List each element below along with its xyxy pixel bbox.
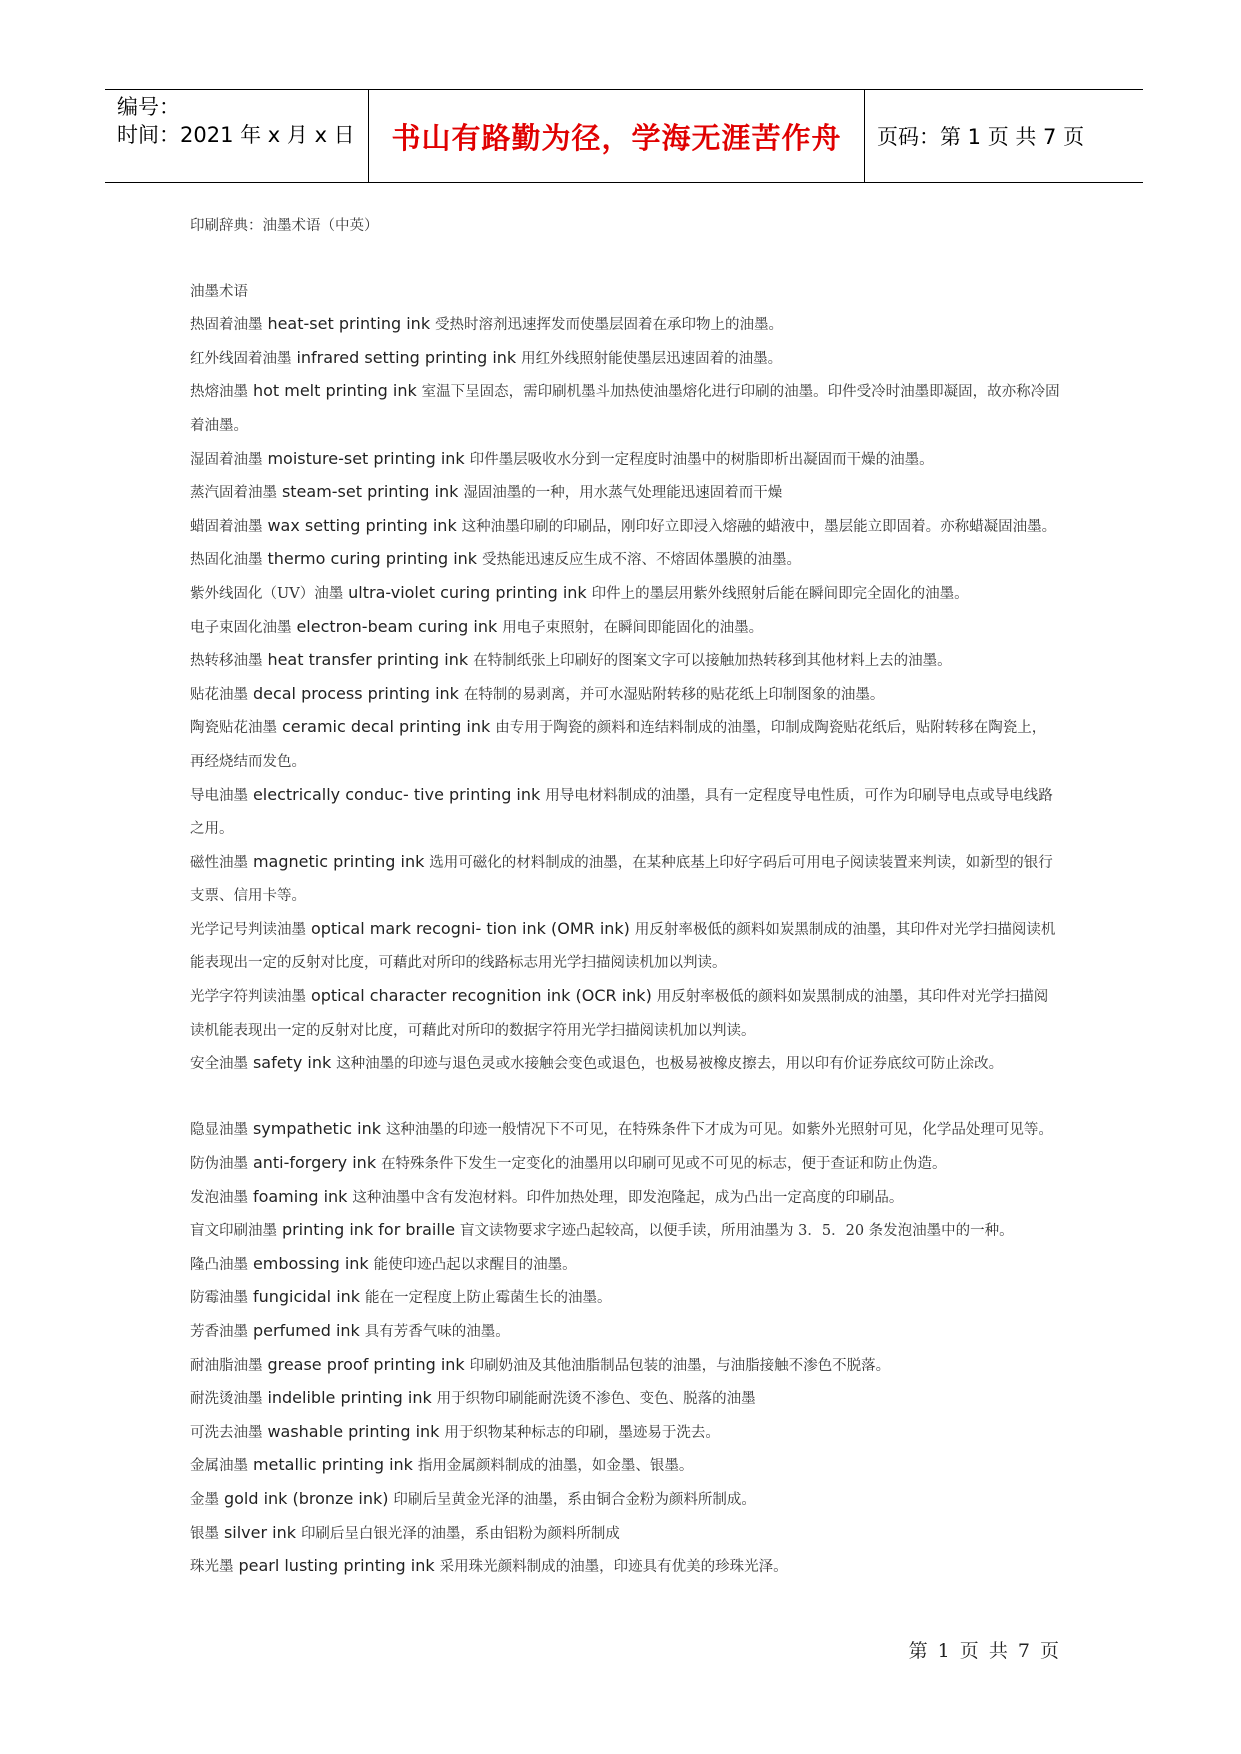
term-description: 在特殊条件下发生一定变化的油墨用以印刷可见或不可见的标志，便于查证和防止伪造。: [381, 1156, 947, 1173]
term-entry: [190, 913, 1060, 980]
term-entry: [190, 611, 1060, 645]
term-english: gold ink (bronze ink): [223, 1488, 389, 1508]
term-entry: [190, 1449, 1060, 1483]
term-english: decal process printing ink: [252, 683, 459, 703]
term-chinese: 导电油墨: [190, 787, 248, 804]
term-description: 印刷后呈白银光泽的油墨，系由铝粉为颜料所制成: [300, 1525, 620, 1542]
term-chinese: 热转移油墨: [190, 653, 263, 670]
term-entry: [190, 1517, 1060, 1551]
term-chinese: 金墨: [190, 1491, 219, 1508]
term-chinese: 防霉油墨: [190, 1290, 248, 1307]
term-description: 能使印迹凸起以求醒目的油墨。: [373, 1256, 577, 1273]
term-chinese: 湿固着油墨: [190, 451, 263, 468]
term-english: ultra-violet curing printing ink: [348, 582, 587, 602]
term-chinese: 贴花油墨: [190, 686, 248, 703]
term-description: 用于织物印刷能耐洗烫不渗色、变色、脱落的油墨: [436, 1391, 756, 1408]
term-description: 室温下呈固态，需印刷机墨斗加热使油墨熔化进行印刷的油墨。印件受冷时油墨即凝固，故亦称冷固着油墨。: [190, 384, 1060, 434]
term-english: silver ink: [223, 1522, 296, 1542]
document-title: 印刷辞典：油墨术语（中英）: [190, 218, 379, 234]
term-entry: [190, 1382, 1060, 1416]
term-description: 受热时溶剂迅速挥发而使墨层固着在承印物上的油墨。: [435, 317, 784, 334]
term-english: heat-set printing ink: [267, 314, 431, 334]
term-entry: [190, 1248, 1060, 1282]
term-entry: [190, 1047, 1060, 1081]
term-chinese: 珠光墨: [190, 1559, 234, 1576]
term-entry: [190, 1147, 1060, 1181]
term-entry: [190, 1315, 1060, 1349]
term-entry: [190, 1281, 1060, 1315]
term-chinese: 银墨: [190, 1525, 219, 1542]
term-english: steam-set printing ink: [281, 482, 459, 502]
term-chinese: 安全油墨: [190, 1056, 248, 1073]
term-entry: [190, 308, 1060, 342]
term-description: 在特制的易剥离，并可水湿贴附转移的贴花纸上印制图象的油墨。: [463, 686, 885, 703]
term-description: 这种油墨中含有发泡材料。印件加热处理，即发泡隆起，成为凸出一定高度的印刷品。: [352, 1189, 904, 1206]
term-english: pearl lusting printing ink: [238, 1556, 435, 1576]
term-english: infrared setting printing ink: [296, 347, 517, 367]
term-description: 能在一定程度上防止霉菌生长的油墨。: [364, 1290, 612, 1307]
term-description: 用导电材料制成的油墨，具有一定程度导电性质，可作为印刷导电点或导电线路之用。: [190, 787, 1053, 838]
term-list: [190, 308, 1060, 1584]
term-chinese: 热熔油墨: [190, 384, 248, 401]
term-english: printing ink for braille: [281, 1220, 456, 1240]
term-chinese: 隐显油墨: [190, 1122, 248, 1139]
term-description: 盲文读物要求字迹凸起较高，以便手读，所用油墨为 3．5．20 条发泡油墨中的一种。: [460, 1223, 1014, 1240]
term-english: metallic printing ink: [252, 1455, 413, 1475]
term-chinese: 热固着油墨: [190, 317, 263, 334]
document-body: [190, 210, 1060, 1584]
term-description: 印刷后呈黄金光泽的油墨，系由铜合金粉为颜料所制成。: [393, 1491, 756, 1508]
term-description: 用反射率极低的颜料如炭黑制成的油墨，其印件对光学扫描阅读机能表现出一定的反射对比度，可藉此对所印的线路标志用光学扫描阅读机加以判读。: [190, 921, 1056, 972]
term-chinese: 蜡固着油墨: [190, 518, 263, 535]
page-header: [105, 89, 1143, 183]
term-entry: [190, 443, 1060, 477]
term-entry: [190, 1214, 1060, 1248]
term-chinese: 发泡油墨: [190, 1189, 248, 1206]
term-description: 用反射率极低的颜料如炭黑制成的油墨，其印件对光学扫描阅读机能表现出一定的反射对比度，可藉此对所印的数据字符用光学扫描阅读机加以判读。: [190, 989, 1049, 1039]
term-entry: [190, 476, 1060, 510]
term-english: electron-beam curing ink: [296, 616, 498, 636]
term-chinese: 盲文印刷油墨: [190, 1223, 277, 1240]
term-english: sympathetic ink: [252, 1119, 381, 1139]
term-entry: [190, 779, 1060, 846]
term-chinese: 紫外线固化（UV）油墨: [190, 585, 344, 602]
term-chinese: 耐油脂油墨: [190, 1357, 263, 1374]
term-english: heat transfer printing ink: [267, 650, 469, 670]
term-english: optical character recognition ink (OCR ink): [310, 986, 652, 1006]
page-footer: 第 1 页 共 7 页: [908, 1640, 1061, 1662]
term-english: electrically conduc- tive printing ink: [252, 784, 541, 804]
term-description: 用于织物某种标志的印刷，墨迹易于洗去。: [444, 1424, 720, 1441]
term-english: fungicidal ink: [252, 1287, 361, 1307]
term-english: hot melt printing ink: [252, 381, 417, 401]
header-page-info: 页码：第 1 页 共 7 页: [877, 125, 1085, 149]
term-description: 这种油墨的印迹一般情况下不可见，在特殊条件下才成为可见。如紫外光照射可见，化学品处理可见等。: [385, 1122, 1053, 1139]
term-description: 在特制纸张上印刷好的图案文字可以接触加热转移到其他材料上去的油墨。: [473, 653, 952, 670]
term-entry: [190, 1550, 1060, 1584]
term-english: indelible printing ink: [267, 1388, 432, 1408]
term-entry: [190, 375, 1060, 442]
term-entry: [190, 980, 1060, 1047]
term-description: 印件上的墨层用紫外线照射后能在瞬间即完全固化的油墨。: [591, 585, 969, 602]
term-entry: [190, 577, 1060, 611]
term-description: 采用珠光颜料制成的油墨，印迹具有优美的珍珠光泽。: [439, 1559, 788, 1576]
term-english: thermo curing printing ink: [267, 549, 478, 569]
term-description: 这种油墨的印迹与退色灵或水接触会变色或退色，也极易被橡皮擦去，用以印有价证券底纹可防止涂改。: [336, 1056, 1004, 1073]
term-chinese: 陶瓷贴花油墨: [190, 720, 277, 737]
term-description: 具有芳香气味的油墨。: [364, 1324, 510, 1340]
term-entry: [190, 342, 1060, 376]
term-description: 用红外线照射能使墨层迅速固着的油墨。: [521, 350, 783, 367]
term-entry: [190, 1416, 1060, 1450]
term-entry: [190, 1181, 1060, 1215]
term-description: 指用金属颜料制成的油墨，如金墨、银墨。: [417, 1458, 694, 1475]
term-entry: [190, 678, 1060, 712]
term-entry: [190, 1349, 1060, 1383]
term-chinese: 蒸汽固着油墨: [190, 485, 277, 502]
term-description: 印刷奶油及其他油脂制品包装的油墨，与油脂接触不渗色不脱落。: [469, 1357, 891, 1374]
term-english: embossing ink: [252, 1253, 369, 1273]
term-entry: [190, 1483, 1060, 1517]
term-description: 湿固油墨的一种，用水蒸气处理能迅速固着而干燥: [463, 485, 783, 502]
term-chinese: 电子束固化油墨: [190, 619, 292, 636]
term-chinese: 隆凸油墨: [190, 1256, 248, 1273]
term-chinese: 金属油墨: [190, 1458, 248, 1475]
term-english: moisture-set printing ink: [267, 448, 465, 468]
term-description: 印件墨层吸收水分到一定程度时油墨中的树脂即析出凝固而干燥的油墨。: [469, 451, 934, 468]
term-english: anti-forgery ink: [252, 1153, 377, 1173]
term-chinese: 芳香油墨: [190, 1324, 248, 1340]
term-english: ceramic decal printing ink: [281, 717, 491, 737]
term-entry: [190, 543, 1060, 577]
term-entry: [190, 644, 1060, 678]
term-description: 这种油墨印刷的印刷品，刚印好立即浸入熔融的蜡液中，墨层能立即固着。亦称蜡凝固油墨。: [461, 518, 1057, 535]
term-english: wax setting printing ink: [267, 515, 457, 535]
term-chinese: 热固化油墨: [190, 552, 263, 569]
term-description: 受热能迅速反应生成不溶、不熔固体墨膜的油墨。: [482, 552, 802, 569]
header-left-cell: [105, 90, 369, 182]
term-chinese: 防伪油墨: [190, 1156, 248, 1173]
term-english: optical mark recogni- tion ink (OMR ink): [310, 918, 630, 938]
term-entry: [190, 711, 1060, 778]
term-entry: [190, 1113, 1060, 1147]
term-entry: [190, 846, 1060, 913]
term-description: 由专用于陶瓷的颜料和连结料制成的油墨，印制成陶瓷贴花纸后，贴附转移在陶瓷上，再经烧结而发色。: [190, 720, 1047, 770]
header-motto: 书山有路勤为径，学海无涯苦作舟: [369, 90, 865, 182]
term-chinese: 红外线固着油墨: [190, 350, 292, 367]
term-english: perfumed ink: [252, 1321, 360, 1340]
term-english: safety ink: [252, 1053, 332, 1073]
term-chinese: 可洗去油墨: [190, 1424, 263, 1441]
term-english: foaming ink: [252, 1186, 348, 1206]
section-title: 油墨术语: [190, 283, 248, 300]
document-number-label: 编号：: [117, 95, 180, 119]
term-chinese: 光学记号判读油墨: [190, 921, 306, 938]
term-chinese: 光学字符判读油墨: [190, 989, 306, 1006]
term-chinese: 磁性油墨: [190, 854, 248, 871]
term-english: washable printing ink: [267, 1421, 440, 1441]
term-description: 用电子束照射，在瞬间即能固化的油墨。: [502, 619, 764, 636]
term-english: grease proof printing ink: [267, 1354, 465, 1374]
term-english: magnetic printing ink: [252, 851, 425, 871]
document-time: 时间：2021 年 x 月 x 日: [117, 123, 355, 147]
term-chinese: 耐洗烫油墨: [190, 1391, 263, 1408]
term-entry: [190, 510, 1060, 544]
term-description: 选用可磁化的材料制成的油墨，在某种底基上印好字码后可用电子阅读装置来判读，如新型的银行支票、信用卡等。: [190, 854, 1053, 905]
